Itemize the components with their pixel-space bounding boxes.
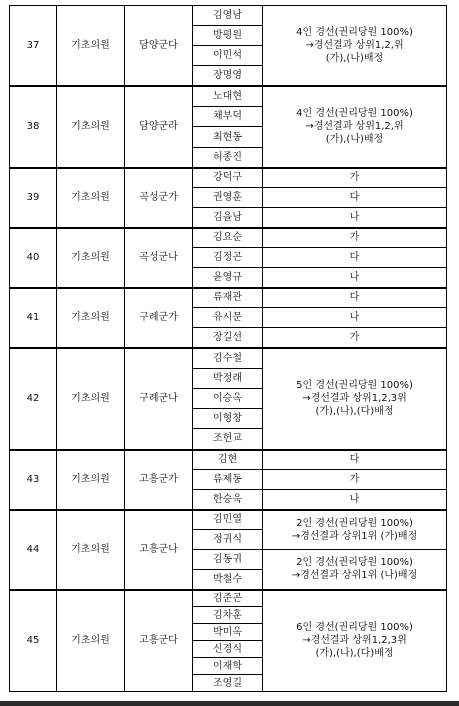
candidate-name: 신경식 bbox=[193, 641, 263, 658]
table-row bbox=[10, 288, 447, 308]
assignment-note: 6인 경선(권리당원 100%) →경선결과 상위1,2,3위 (가),(나),(다)배정 bbox=[263, 590, 447, 692]
candidate-name: 박미옥 bbox=[193, 624, 263, 641]
council-type: 기초의원 bbox=[57, 348, 125, 450]
council-type: 기초의원 bbox=[57, 168, 125, 228]
candidate-name: 김을남 bbox=[193, 208, 263, 228]
row-number: 42 bbox=[10, 348, 57, 450]
row-number: 41 bbox=[10, 288, 57, 348]
district-name: 담양군다 bbox=[125, 6, 193, 86]
district-name: 고흥군가 bbox=[125, 450, 193, 510]
assignment-note: 4인 경선(권리당원 100%) →경선결과 상위1,2,위 (가),(나)배정 bbox=[263, 6, 447, 86]
candidate-table bbox=[9, 5, 447, 692]
table-row bbox=[10, 590, 447, 607]
table-row bbox=[10, 450, 447, 470]
assignment-note: 4인 경선(권리당원 100%) →경선결과 상위1,2,위 (가),(나)배정 bbox=[263, 86, 447, 168]
candidate-name: 김동귀 bbox=[193, 550, 263, 570]
row-number: 39 bbox=[10, 168, 57, 228]
assignment-note: 나 bbox=[263, 308, 447, 328]
council-type: 기초의원 bbox=[57, 228, 125, 288]
candidate-name: 허종진 bbox=[193, 148, 263, 168]
candidate-name: 이재학 bbox=[193, 658, 263, 675]
table-row bbox=[10, 6, 447, 26]
table-row bbox=[10, 510, 447, 530]
assignment-note: 다 bbox=[263, 450, 447, 470]
assignment-note: 가 bbox=[263, 328, 447, 348]
district-name: 구례군가 bbox=[125, 288, 193, 348]
candidate-name: 김영남 bbox=[193, 6, 263, 26]
assignment-note: 나 bbox=[263, 268, 447, 288]
candidate-name: 김현 bbox=[193, 450, 263, 470]
council-type: 기초의원 bbox=[57, 510, 125, 590]
candidate-name: 최현동 bbox=[193, 127, 263, 148]
council-type: 기초의원 bbox=[57, 450, 125, 510]
candidate-name: 한승욱 bbox=[193, 490, 263, 510]
candidate-name: 조영길 bbox=[193, 675, 263, 692]
assignment-note: 다 bbox=[263, 248, 447, 268]
candidate-name: 류제동 bbox=[193, 470, 263, 490]
assignment-note: 5인 경선(권리당원 100%) →경선결과 상위1,2,3위 (가),(나),(다)배정 bbox=[263, 348, 447, 450]
candidate-name: 노대현 bbox=[193, 86, 263, 107]
candidate-name: 윤영규 bbox=[193, 268, 263, 288]
row-number: 40 bbox=[10, 228, 57, 288]
table-row bbox=[10, 168, 447, 188]
assignment-note: 2인 경선(권리당원 100%) →경선결과 상위1위 (가)배정 bbox=[263, 510, 447, 550]
candidate-name: 장길선 bbox=[193, 328, 263, 348]
council-type: 기초의원 bbox=[57, 590, 125, 692]
assignment-note: 가 bbox=[263, 168, 447, 188]
candidate-name: 권영훈 bbox=[193, 188, 263, 208]
district-name: 고흥군나 bbox=[125, 510, 193, 590]
assignment-note: 다 bbox=[263, 188, 447, 208]
district-name: 고흥군다 bbox=[125, 590, 193, 692]
candidate-table-body bbox=[10, 6, 447, 692]
bottom-edge-bar bbox=[0, 701, 459, 706]
candidate-name: 유시문 bbox=[193, 308, 263, 328]
assignment-note: 가 bbox=[263, 470, 447, 490]
council-type: 기초의원 bbox=[57, 288, 125, 348]
district-name: 곡성군나 bbox=[125, 228, 193, 288]
candidate-name: 장명영 bbox=[193, 66, 263, 86]
assignment-note: 나 bbox=[263, 208, 447, 228]
candidate-name: 이승옥 bbox=[193, 389, 263, 409]
candidate-name: 김차훈 bbox=[193, 607, 263, 624]
candidate-name: 김수철 bbox=[193, 348, 263, 369]
assignment-note: 다 bbox=[263, 288, 447, 308]
candidate-name: 김준곤 bbox=[193, 590, 263, 607]
candidate-name: 이민석 bbox=[193, 46, 263, 66]
candidate-name: 류재관 bbox=[193, 288, 263, 308]
row-number: 44 bbox=[10, 510, 57, 590]
table-row bbox=[10, 348, 447, 369]
candidate-name: 정귀식 bbox=[193, 530, 263, 550]
candidate-name: 채부덕 bbox=[193, 107, 263, 127]
row-number: 45 bbox=[10, 590, 57, 692]
assignment-note: 가 bbox=[263, 228, 447, 248]
assignment-note: 2인 경선(권리당원 100%) →경선결과 상위1위 (나)배정 bbox=[263, 550, 447, 590]
district-name: 담양군라 bbox=[125, 86, 193, 168]
candidate-name: 김정곤 bbox=[193, 248, 263, 268]
table-row bbox=[10, 228, 447, 248]
candidate-name: 이형창 bbox=[193, 409, 263, 429]
candidate-name: 강덕구 bbox=[193, 168, 263, 188]
candidate-name: 박철수 bbox=[193, 570, 263, 590]
council-type: 기초의원 bbox=[57, 6, 125, 86]
table-row bbox=[10, 86, 447, 107]
row-number: 38 bbox=[10, 86, 57, 168]
council-type: 기초의원 bbox=[57, 86, 125, 168]
candidate-name: 김요순 bbox=[193, 228, 263, 248]
candidate-name: 박정래 bbox=[193, 369, 263, 389]
candidate-name: 방평원 bbox=[193, 26, 263, 46]
candidate-name: 김민열 bbox=[193, 510, 263, 530]
row-number: 37 bbox=[10, 6, 57, 86]
candidate-name: 조헌교 bbox=[193, 429, 263, 450]
district-name: 곡성군가 bbox=[125, 168, 193, 228]
district-name: 구례군나 bbox=[125, 348, 193, 450]
row-number: 43 bbox=[10, 450, 57, 510]
assignment-note: 나 bbox=[263, 490, 447, 510]
